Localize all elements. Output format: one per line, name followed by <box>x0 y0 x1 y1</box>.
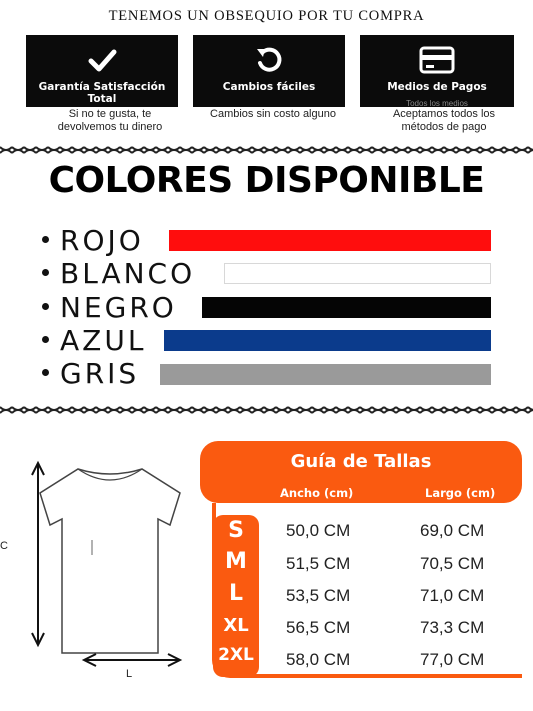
column-header-largo: Largo (cm) <box>425 486 496 500</box>
color-name: BLANCO <box>60 257 196 290</box>
color-name: GRIS <box>60 357 140 390</box>
table-cell-largo: 77,0 CM <box>420 650 485 669</box>
tshirt-diagram <box>20 455 200 685</box>
size-guide-title: Guía de Tallas <box>290 451 432 472</box>
color-name: NEGRO <box>60 291 177 324</box>
width-label: L <box>126 668 133 680</box>
table-cell-ancho: 53,5 CM <box>286 586 351 605</box>
benefit-desc: Cambios sin costo alguno <box>210 108 336 120</box>
table-cell-largo: 69,0 CM <box>420 521 485 540</box>
size-label: 2XL <box>218 645 254 665</box>
benefit-exchanges <box>193 35 345 107</box>
color-swatch-gray <box>160 364 491 385</box>
colors-title: COLORES DISPONIBLE <box>48 160 485 201</box>
benefit-title: Cambios fáciles <box>222 81 316 93</box>
color-swatch-red <box>169 230 491 251</box>
table-cell-largo: 70,5 CM <box>420 554 485 573</box>
bullet <box>42 236 49 243</box>
table-cell-ancho: 56,5 CM <box>286 618 351 637</box>
color-name: ROJO <box>60 224 144 257</box>
table-cell-ancho: 58,0 CM <box>286 650 351 669</box>
color-name: AZUL <box>60 324 147 357</box>
benefits-bar <box>26 35 514 107</box>
benefit-ghost-text: Todos los medios <box>406 99 468 108</box>
size-guide-header <box>200 441 522 503</box>
bullet <box>42 269 49 276</box>
braid-divider <box>0 404 533 416</box>
braid-divider <box>0 144 533 156</box>
table-cell-largo: 71,0 CM <box>420 586 485 605</box>
length-label: C <box>0 540 8 552</box>
table-cell-ancho: 51,5 CM <box>286 554 351 573</box>
table-cell-largo: 73,3 CM <box>420 618 485 637</box>
divider <box>179 35 181 107</box>
bullet <box>42 303 49 310</box>
size-label: S <box>228 518 244 543</box>
check-icon <box>26 45 178 75</box>
tshirt-outline <box>40 469 180 653</box>
column-header-ancho: Ancho (cm) <box>280 486 354 500</box>
color-swatch-white <box>224 263 491 284</box>
benefit-desc: Aceptamos todos los métodos de pago <box>392 108 496 133</box>
divider <box>346 35 348 107</box>
color-swatch-blue <box>164 330 491 351</box>
benefit-guarantee <box>26 35 178 107</box>
benefit-title: Medios de Pagos <box>387 81 487 93</box>
benefit-desc: Si no te gusta, te devolvemos tu dinero <box>57 108 163 133</box>
bullet <box>42 336 49 343</box>
size-label: L <box>228 581 244 606</box>
benefit-title: Garantía Satisfacción Total <box>38 81 166 105</box>
color-swatch-black <box>202 297 491 318</box>
promo-title: TENEMOS UN OBSEQUIO POR TU COMPRA <box>108 8 425 24</box>
size-label: M <box>225 549 247 574</box>
refresh-icon <box>193 45 345 75</box>
credit-card-icon <box>360 45 514 75</box>
size-label: XL <box>223 615 249 636</box>
benefit-payments <box>360 35 514 107</box>
bullet <box>42 369 49 376</box>
table-cell-ancho: 50,0 CM <box>286 521 351 540</box>
